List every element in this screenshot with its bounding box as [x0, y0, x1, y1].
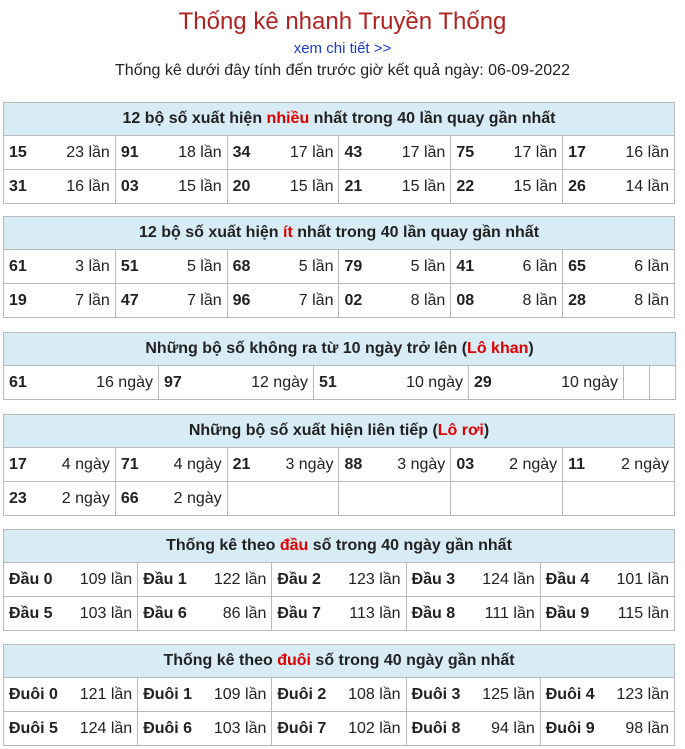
- caption-text: Những bộ số không ra từ 10 ngày trở lên (: [145, 340, 468, 357]
- stat-count: 115 lần: [617, 604, 669, 622]
- stat-count: 2 ngày: [620, 455, 669, 473]
- view-details-link[interactable]: xem chi tiết >>: [293, 40, 392, 57]
- stat-number: Đuôi 2: [277, 685, 327, 703]
- stat-number: 21: [232, 455, 251, 473]
- empty-cell: [624, 366, 650, 400]
- stat-number: 43: [344, 143, 363, 161]
- stat-count: 108 lần: [348, 685, 401, 703]
- stat-number: Đuôi 4: [545, 685, 595, 703]
- stat-count: 7 lần: [186, 291, 222, 309]
- stat-count: 123 lần: [616, 685, 669, 703]
- stat-count: 17 lần: [513, 143, 558, 161]
- stat-number: Đầu 8: [411, 604, 456, 622]
- stat-number: 61: [9, 373, 27, 391]
- stat-number: 31: [9, 177, 27, 195]
- stat-count: 98 lần: [625, 719, 669, 737]
- stat-number: 26: [568, 177, 586, 195]
- caption-text: ): [528, 340, 534, 357]
- stat-cell: [272, 712, 406, 746]
- stat-number: 20: [232, 177, 251, 195]
- caption-highlight: Lô khan: [467, 340, 529, 357]
- stat-number: 66: [120, 489, 139, 507]
- stat-number: Đuôi 9: [545, 719, 595, 737]
- duoi-caption: [4, 645, 675, 678]
- caption-highlight: nhiều: [266, 110, 310, 127]
- table-row: [4, 366, 676, 400]
- stat-count: 5 lần: [298, 257, 334, 275]
- stat-count: 17 lần: [289, 143, 334, 161]
- stat-count: 3 ngày: [397, 455, 446, 473]
- stat-number: Đuôi 1: [143, 685, 193, 703]
- stat-number: Đầu 3: [411, 570, 456, 588]
- stat-cell: [451, 170, 563, 204]
- table-row: [4, 170, 675, 204]
- stat-count: 18 lần: [178, 143, 222, 161]
- stat-count: 111 lần: [484, 604, 535, 622]
- table-row: [4, 563, 675, 597]
- stat-count: 10 ngày: [406, 373, 463, 391]
- stat-cell: [227, 284, 339, 318]
- stat-number: Đuôi 3: [411, 685, 461, 703]
- stat-cell: [540, 563, 674, 597]
- table-row: [4, 678, 675, 712]
- stat-number: 51: [319, 373, 337, 391]
- table-row: [4, 136, 675, 170]
- most-caption: [4, 103, 675, 136]
- stat-cell: [138, 563, 272, 597]
- stat-cell: [272, 678, 406, 712]
- caption-highlight: Lô rơi: [437, 422, 484, 439]
- stat-count: 101 lần: [616, 570, 669, 588]
- stat-number: Đầu 5: [9, 604, 53, 622]
- stat-number: 21: [344, 177, 363, 195]
- stat-number: 91: [120, 143, 139, 161]
- stat-number: 02: [344, 291, 363, 309]
- stat-count: 2 ngày: [61, 489, 110, 507]
- least-frequent-table: [3, 216, 675, 318]
- stat-cell: [451, 482, 563, 516]
- caption-highlight: ít: [283, 224, 293, 241]
- stat-number: Đuôi 0: [9, 685, 58, 703]
- stat-cell: [227, 170, 339, 204]
- stat-cell: [272, 563, 406, 597]
- stat-number: 19: [9, 291, 27, 309]
- stat-number: 97: [164, 373, 182, 391]
- stat-number: 23: [9, 489, 27, 507]
- stat-number: Đầu 7: [277, 604, 321, 622]
- khan-caption: [4, 333, 676, 366]
- caption-highlight: đuôi: [277, 652, 311, 669]
- stat-cell: [563, 482, 675, 516]
- stat-count: 122 lần: [213, 570, 267, 588]
- stat-cell: [339, 482, 451, 516]
- stat-cell: [115, 170, 227, 204]
- stat-number: 71: [120, 455, 139, 473]
- stat-count: 8 lần: [410, 291, 446, 309]
- stat-number: 68: [232, 257, 251, 275]
- stat-count: 5 lần: [186, 257, 222, 275]
- caption-text: ): [483, 422, 490, 439]
- stat-cell: [4, 250, 116, 284]
- stat-count: 5 lần: [410, 257, 446, 275]
- stat-count: 4 ngày: [61, 455, 110, 473]
- stat-number: Đầu 6: [143, 604, 187, 622]
- stat-count: 14 lần: [625, 177, 669, 195]
- table-row: [4, 482, 675, 516]
- stat-count: 23 lần: [66, 143, 110, 161]
- stat-cell: [227, 136, 339, 170]
- stat-count: 123 lần: [348, 570, 401, 588]
- least-caption: [4, 217, 675, 250]
- caption-text: số trong 40 ngày gần nhất: [310, 652, 515, 669]
- stat-number: 34: [232, 143, 251, 161]
- stat-cell: [339, 170, 451, 204]
- stat-cell: [563, 448, 675, 482]
- stat-cell: [540, 597, 674, 631]
- page-title: Thống kê nhanh Truyền Thống: [178, 8, 507, 35]
- stat-count: 113 lần: [349, 604, 401, 622]
- stat-cell: [4, 678, 138, 712]
- caption-text: Những bộ số xuất hiện liên tiếp (: [188, 422, 438, 439]
- caption-text: 12 bộ số xuất hiện: [138, 224, 283, 241]
- table-row: [4, 250, 675, 284]
- stat-count: 16 lần: [66, 177, 110, 195]
- stat-cell: [4, 482, 116, 516]
- stat-number: Đầu 4: [545, 570, 590, 588]
- stat-number: 29: [474, 373, 492, 391]
- stat-number: Đầu 2: [277, 570, 321, 588]
- stat-cell: [563, 250, 675, 284]
- stat-cell: [451, 136, 563, 170]
- stat-count: 3 ngày: [285, 455, 334, 473]
- stat-number: Đầu 9: [545, 604, 590, 622]
- stat-count: 102 lần: [348, 719, 401, 737]
- stat-count: 109 lần: [213, 685, 267, 703]
- stat-count: 17 lần: [401, 143, 446, 161]
- lo-khan-table: [3, 332, 676, 400]
- caption-text: Thống kê theo: [166, 537, 280, 554]
- stat-cell: [540, 678, 674, 712]
- stat-number: Đuôi 6: [143, 719, 193, 737]
- stat-cell: [469, 366, 624, 400]
- stat-cell: [406, 678, 540, 712]
- stat-cell: [406, 563, 540, 597]
- stat-cell: [314, 366, 469, 400]
- page-header: [0, 0, 685, 82]
- stat-cell: [4, 712, 138, 746]
- stat-count: 124 lần: [79, 719, 133, 737]
- stat-cell: [115, 482, 227, 516]
- stat-cell: [563, 136, 675, 170]
- stat-number: 17: [9, 455, 27, 473]
- stat-count: 7 lần: [298, 291, 334, 309]
- stat-count: 15 lần: [513, 177, 558, 195]
- caption-text: nhất trong 40 lần quay gần nhất: [309, 110, 556, 127]
- stat-count: 4 ngày: [173, 455, 222, 473]
- stat-cell: [115, 284, 227, 318]
- stat-cell: [227, 250, 339, 284]
- stat-cell: [451, 448, 563, 482]
- stat-count: 103 lần: [213, 719, 267, 737]
- stat-cell: [4, 284, 116, 318]
- most-frequent-table: [3, 102, 675, 204]
- stat-number: 41: [456, 257, 475, 275]
- stat-count: 6 lần: [522, 257, 558, 275]
- caption-text: 12 bộ số xuất hiện: [122, 110, 267, 127]
- stat-cell: [115, 250, 227, 284]
- table-row: [4, 448, 675, 482]
- stat-number: Đuôi 5: [9, 719, 58, 737]
- stat-cell: [451, 250, 563, 284]
- stat-count: 10 ngày: [561, 373, 618, 391]
- stat-cell: [159, 366, 314, 400]
- stat-cell: [406, 712, 540, 746]
- caption-highlight: đầu: [279, 537, 309, 554]
- caption-text: nhất trong 40 lần quay gần nhất: [292, 224, 540, 241]
- duoi-stats-table: [3, 644, 675, 746]
- stat-cell: [4, 366, 159, 400]
- stat-cell: [339, 250, 451, 284]
- stat-cell: [138, 597, 272, 631]
- dau-caption: [4, 530, 675, 563]
- stat-cell: [339, 284, 451, 318]
- stat-count: 16 ngày: [96, 373, 153, 391]
- stat-cell: [451, 284, 563, 318]
- stat-number: 08: [456, 291, 475, 309]
- stat-number: 79: [344, 257, 363, 275]
- lo-roi-table: [3, 414, 675, 516]
- stat-cell: [406, 597, 540, 631]
- stat-cell: [339, 448, 451, 482]
- stat-number: 75: [456, 143, 475, 161]
- stat-number: Đầu 1: [143, 570, 187, 588]
- stat-count: 3 lần: [75, 257, 110, 275]
- roi-caption: [4, 415, 675, 448]
- table-row: [4, 597, 675, 631]
- stat-cell: [138, 678, 272, 712]
- stat-count: 7 lần: [75, 291, 110, 309]
- stat-count: 16 lần: [625, 143, 669, 161]
- stat-count: 6 lần: [634, 257, 669, 275]
- stat-number: 61: [9, 257, 27, 275]
- stat-count: 15 lần: [178, 177, 222, 195]
- stat-cell: [4, 563, 138, 597]
- stat-count: 15 lần: [401, 177, 446, 195]
- stat-count: 103 lần: [79, 604, 133, 622]
- stat-cell: [339, 136, 451, 170]
- stat-count: 2 ngày: [509, 455, 558, 473]
- stat-cell: [4, 597, 138, 631]
- stat-count: 86 lần: [222, 604, 267, 622]
- stat-cell: [4, 448, 116, 482]
- stat-count: 8 lần: [522, 291, 558, 309]
- stat-cell: [115, 448, 227, 482]
- stat-number: 11: [568, 455, 586, 473]
- stat-count: 121 lần: [79, 685, 133, 703]
- stat-count: 15 lần: [289, 177, 334, 195]
- empty-cell: [650, 366, 676, 400]
- stat-number: Đầu 0: [9, 570, 53, 588]
- stat-count: 94 lần: [491, 719, 535, 737]
- stat-count: 109 lần: [79, 570, 133, 588]
- stat-number: 03: [120, 177, 139, 195]
- stat-cell: [4, 136, 116, 170]
- stat-cell: [138, 712, 272, 746]
- stat-count: 8 lần: [634, 291, 669, 309]
- stat-number: 88: [344, 455, 363, 473]
- caption-text: Thống kê theo: [163, 652, 278, 669]
- stat-cell: [540, 712, 674, 746]
- stat-cell: [227, 482, 339, 516]
- stat-number: 51: [120, 257, 139, 275]
- stat-number: 65: [568, 257, 586, 275]
- stat-count: 124 lần: [482, 570, 535, 588]
- stat-number: Đuôi 7: [277, 719, 327, 737]
- table-row: [4, 712, 675, 746]
- stat-cell: [563, 284, 675, 318]
- stat-cell: [227, 448, 339, 482]
- stat-number: 17: [568, 143, 586, 161]
- page-subtitle: Thống kê dưới đây tính đến trước giờ kết quả ngày: 06-09-2022: [115, 62, 570, 79]
- stat-cell: [115, 136, 227, 170]
- stat-number: 28: [568, 291, 586, 309]
- stat-number: 15: [9, 143, 27, 161]
- stat-cell: [4, 170, 116, 204]
- stat-number: 03: [456, 455, 475, 473]
- table-row: [4, 284, 675, 318]
- stat-count: 125 lần: [482, 685, 535, 703]
- stat-number: 96: [232, 291, 251, 309]
- stat-count: 12 ngày: [251, 373, 308, 391]
- dau-stats-table: [3, 529, 675, 631]
- stat-number: 47: [120, 291, 139, 309]
- stat-cell: [272, 597, 406, 631]
- stat-count: 2 ngày: [173, 489, 222, 507]
- stat-cell: [563, 170, 675, 204]
- stat-number: 22: [456, 177, 475, 195]
- stat-number: Đuôi 8: [411, 719, 461, 737]
- caption-text: số trong 40 ngày gần nhất: [308, 537, 512, 554]
